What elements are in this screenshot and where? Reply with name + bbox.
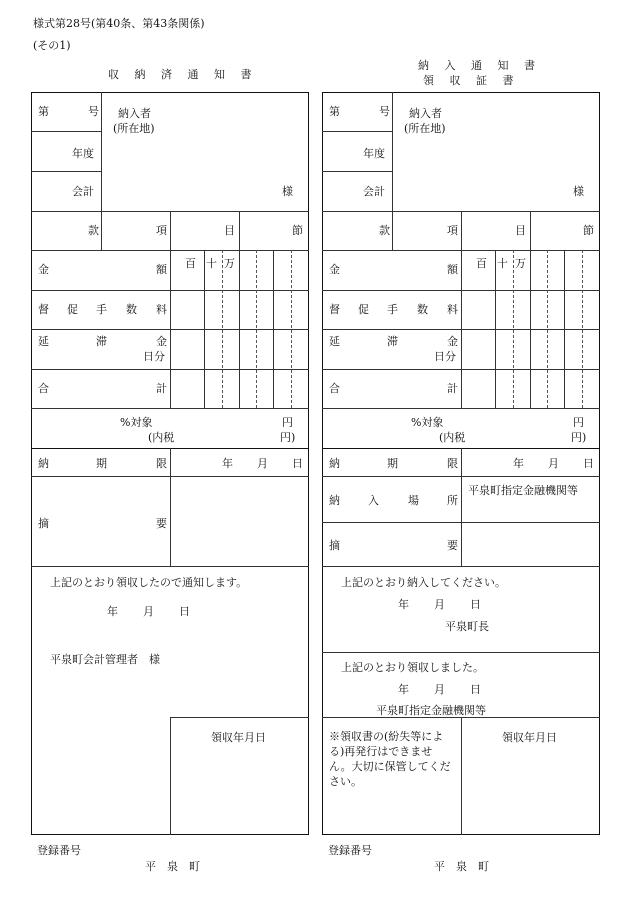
right-tekiyo-2: 要 — [447, 539, 458, 552]
right-payer-address: (所在地) — [404, 122, 446, 135]
left-tokusoku-2: 促 — [67, 303, 78, 316]
left-nouki-2: 期 — [96, 457, 107, 470]
left-tax-target: %対象 — [120, 416, 153, 429]
form-number: 様式第28号(第40条、第43条関係) — [33, 17, 205, 30]
right-gou: 合 — [329, 382, 340, 395]
left-setsu: 節 — [292, 224, 303, 237]
left-notice: 上記のとおり領収したので通知します。 — [50, 576, 248, 589]
right-tai: 滞 — [387, 335, 398, 348]
left-moku: 目 — [224, 224, 235, 237]
right-kei: 計 — [447, 382, 458, 395]
right-pay-day: 日 — [470, 598, 481, 611]
left-kin: 金 — [38, 263, 49, 276]
right-place-2: 入 — [368, 494, 379, 507]
right-go: 号 — [379, 105, 390, 118]
left-entai: 延 — [38, 335, 49, 348]
form-part: (その1) — [33, 39, 71, 52]
right-recv-day: 日 — [470, 683, 481, 696]
left-payer-address: (所在地) — [113, 122, 155, 135]
left-registration-number: 登録番号 — [37, 844, 81, 857]
left-tokusoku-1: 督 — [38, 303, 49, 316]
right-dai: 第 — [329, 105, 340, 118]
right-place-1: 納 — [329, 494, 340, 507]
right-date-year: 年 — [513, 457, 524, 470]
left-tokusoku-5: 料 — [156, 303, 167, 316]
left-notice-month: 月 — [143, 605, 154, 618]
left-nendo: 年度 — [72, 147, 94, 160]
left-notice-year: 年 — [107, 605, 118, 618]
left-tekiyo-2: 要 — [156, 517, 167, 530]
right-warning-4: さい。 — [329, 775, 362, 788]
right-entai-kin: 金 — [447, 335, 458, 348]
right-tekiyo-1: 摘 — [329, 539, 340, 552]
right-place-3: 場 — [408, 494, 419, 507]
left-kei: 計 — [156, 382, 167, 395]
left-gaku: 額 — [156, 263, 167, 276]
right-kan: 款 — [379, 224, 390, 237]
left-date-day: 日 — [292, 457, 303, 470]
left-go: 号 — [88, 105, 99, 118]
left-payer-label: 納入者 — [118, 107, 151, 120]
right-sama: 様 — [573, 185, 584, 198]
left-date-month: 月 — [257, 457, 268, 470]
left-town: 平 泉 町 — [145, 860, 200, 873]
right-place-4: 所 — [447, 494, 458, 507]
left-juu: 十 — [206, 257, 217, 270]
left-date-year: 年 — [222, 457, 233, 470]
right-tokusoku-3: 手 — [387, 303, 398, 316]
right-man: 万 — [515, 257, 526, 270]
left-nouki-3: 限 — [156, 457, 167, 470]
right-nichibun: 日分 — [434, 350, 456, 363]
right-nendo: 年度 — [363, 147, 385, 160]
right-tokusoku-4: 数 — [417, 303, 428, 316]
right-recv-month: 月 — [434, 683, 445, 696]
right-receipt-date: 領収年月日 — [502, 731, 557, 744]
left-gou: 合 — [38, 382, 49, 395]
left-kou: 項 — [156, 224, 167, 237]
left-tai: 滞 — [96, 335, 107, 348]
right-nouki-3: 限 — [447, 457, 458, 470]
right-date-day: 日 — [583, 457, 594, 470]
left-receipt-date: 領収年月日 — [211, 731, 266, 744]
right-warning-2: る)再発行はできませ — [329, 745, 433, 758]
right-kaikei: 会計 — [363, 185, 385, 198]
left-kan: 款 — [88, 224, 99, 237]
right-tokusoku-1: 督 — [329, 303, 340, 316]
right-en-close: 円) — [571, 431, 587, 444]
left-en-close: 円) — [280, 431, 296, 444]
right-nouki-2: 期 — [387, 457, 398, 470]
right-juu: 十 — [497, 257, 508, 270]
left-tokusoku-3: 手 — [96, 303, 107, 316]
right-nouki-1: 納 — [329, 457, 340, 470]
left-entai-kin: 金 — [156, 335, 167, 348]
left-nouki-1: 納 — [38, 457, 49, 470]
left-tokusoku-4: 数 — [126, 303, 137, 316]
left-uchizei: (内税 — [148, 431, 175, 444]
left-kaikei: 会計 — [72, 185, 94, 198]
right-uchizei: (内税 — [439, 431, 466, 444]
left-man: 万 — [224, 257, 235, 270]
right-recv-bank: 平泉町指定金融機関等 — [376, 704, 486, 717]
right-pay-message: 上記のとおり納入してください。 — [341, 576, 506, 589]
right-pay-month: 月 — [434, 598, 445, 611]
right-recv-year: 年 — [398, 683, 409, 696]
right-tokusoku-5: 料 — [447, 303, 458, 316]
left-nichibun: 日分 — [143, 350, 165, 363]
left-dai: 第 — [38, 105, 49, 118]
right-kin: 金 — [329, 263, 340, 276]
right-warning-3: ん。大切に保管してくだ — [329, 760, 451, 773]
right-tokusoku-2: 促 — [358, 303, 369, 316]
left-notice-day: 日 — [179, 605, 190, 618]
right-pay-year: 年 — [398, 598, 409, 611]
right-town: 平 泉 町 — [434, 860, 489, 873]
left-tekiyo-1: 摘 — [38, 517, 49, 530]
right-tax-target: %対象 — [411, 416, 444, 429]
left-sama: 様 — [282, 185, 293, 198]
right-warning-1: ※領収書の(紛失等によ — [329, 730, 444, 743]
right-kou: 項 — [447, 224, 458, 237]
right-setsu: 節 — [583, 224, 594, 237]
right-mayor: 平泉町長 — [445, 620, 489, 633]
left-en: 円 — [282, 416, 293, 429]
left-hyaku: 百 — [185, 257, 196, 270]
right-payer-label: 納入者 — [409, 107, 442, 120]
right-gaku: 額 — [447, 263, 458, 276]
right-bank: 平泉町指定金融機関等 — [468, 484, 578, 497]
right-date-month: 月 — [548, 457, 559, 470]
left-addressee: 平泉町会計管理者 様 — [50, 653, 160, 666]
right-form-subtitle: 領 収 証 書 — [423, 74, 520, 87]
right-moku: 目 — [515, 224, 526, 237]
right-form-title: 納 入 通 知 書 — [418, 59, 541, 72]
right-hyaku: 百 — [476, 257, 487, 270]
right-received-message: 上記のとおり領収しました。 — [341, 661, 484, 674]
right-entai: 延 — [329, 335, 340, 348]
left-form-title: 収 納 済 通 知 書 — [108, 68, 258, 81]
right-en: 円 — [573, 416, 584, 429]
right-registration-number: 登録番号 — [328, 844, 372, 857]
